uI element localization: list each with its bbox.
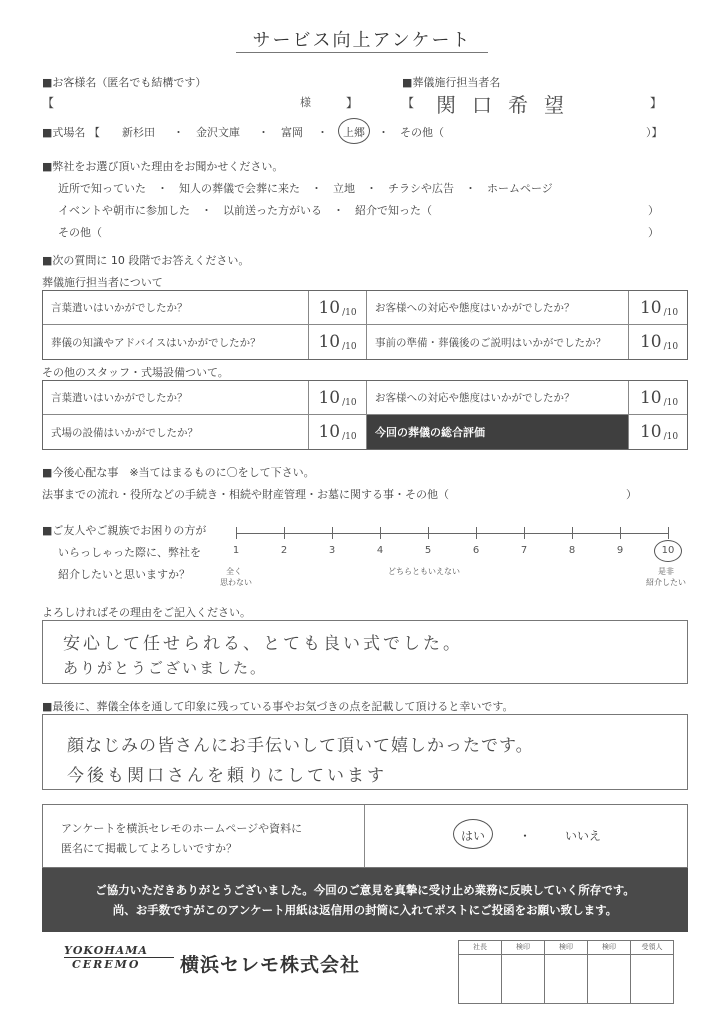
customer-name-value: 様 [300, 96, 311, 109]
impression-line1: 顔なじみの皆さんにお手伝いして頂いて嬉しかったです。 [67, 736, 534, 756]
impression-label: ■最後に、葬儀全体を通して印象に残っている事やお気づきの点を記載して頂けると幸いです。 [42, 700, 514, 713]
question-cell: 事前の準備・葬儀後のご説明はいかがでしたか？ [367, 325, 629, 359]
staff-bracket-open: 【 [402, 96, 415, 110]
rating-intro: ■次の質問に 10 段階でお答えください。 [42, 254, 250, 267]
thanks-banner [42, 868, 688, 932]
scale-option-7[interactable]: 7 [520, 545, 528, 556]
table-row [43, 325, 687, 359]
publish-yes-option[interactable]: はい [461, 829, 486, 843]
thanks-line1: ご協力いただきありがとうございました。今回のご意見を真摯に受け止め業務に反映していく所存です。 [95, 883, 635, 897]
impression-line2: 今後も関口さんを頼りにしています [67, 766, 387, 786]
venue-option: 金沢文庫 [196, 126, 240, 139]
customer-bracket-open: 【 [42, 96, 55, 110]
question-cell: お客様への対応や態度はいかがでしたか？ [367, 381, 629, 414]
company-logo: YOKOHAMA CEREMO [64, 944, 174, 984]
score-cell: 10 /10 [309, 325, 367, 359]
scale-high-label: 是非 紹介したい [646, 567, 686, 587]
venue-option-other: その他（ [400, 126, 444, 139]
reason-label: ■弊社をお選び頂いた理由をお聞かせください。 [42, 160, 284, 173]
thanks-line2: 尚、お手数ですがこのアンケート用紙は返信用の封筒に入れてポストにご投函をお願い致します。 [112, 903, 618, 917]
section-staff-heading: 葬儀施行担当者について [42, 276, 163, 289]
scale-tick [380, 527, 381, 539]
scale-option-8[interactable]: 8 [568, 545, 576, 556]
staff-label: ■葬儀施行担当者名 [402, 76, 501, 89]
scale-tick [572, 527, 573, 539]
score-cell: 10 /10 [309, 415, 367, 449]
scale-mid-label: どちらともいえない [388, 567, 460, 576]
staff-rating-table [42, 290, 688, 360]
venue-close: ）】 [646, 126, 663, 139]
selection-circle [453, 819, 493, 849]
selection-circle [338, 118, 370, 144]
question-cell: 式場の設備はいかがでしたか？ [43, 415, 309, 449]
company-name: 横浜セレモ株式会社 [180, 954, 361, 976]
reason-other: その他（ [58, 226, 102, 239]
scale-tick [524, 527, 525, 539]
reason-free-line1: 安心して任せられる、とても良い式でした。 [63, 634, 463, 654]
score-cell: 10 /10 [309, 291, 367, 324]
table-row [43, 381, 687, 415]
score-cell: 10 /10 [639, 332, 679, 352]
stamp-column: 受領人 [631, 941, 673, 1003]
score-cell: 10 /10 [309, 381, 367, 414]
customer-bracket-close: 】 [346, 96, 359, 110]
publish-consent-box: アンケートを横浜セレモのホームページや資料に 匿名にて掲載してよろしいですか？ はい ・ いいえ [42, 804, 688, 868]
venue-option: 新杉田 [122, 126, 155, 139]
referral-question-line1: ■ご友人やご親族でお困りの方が [42, 524, 207, 537]
concerns-label: ■今後心配な事 ※当てはまるものに〇をして下さい。 [42, 466, 315, 479]
table-row [43, 415, 687, 449]
stamp-column: 社長 [459, 941, 502, 1003]
approval-stamp-table [458, 940, 674, 1004]
venue-option: 富岡 [281, 126, 303, 139]
publish-question-line1: アンケートを横浜セレモのホームページや資料に [61, 822, 303, 835]
scale-line [236, 533, 668, 534]
concerns-options: 法事までの流れ・役所などの手続き・相続や財産管理・お墓に関する事・その他（ [42, 488, 449, 501]
question-cell: 葬儀の知識やアドバイスはいかがでしたか？ [43, 325, 309, 359]
scale-option-5[interactable]: 5 [424, 545, 432, 556]
title-underline [236, 52, 488, 53]
reason-options-line2: イベントや朝市に参加した ・ 以前送った方がいる ・ 紹介で知った（ [58, 204, 432, 217]
scale-option-1[interactable]: 1 [232, 545, 240, 556]
table-row [43, 291, 687, 325]
scale-tick [428, 527, 429, 539]
scale-option-2[interactable]: 2 [280, 545, 288, 556]
scale-tick [620, 527, 621, 539]
customer-label: ■お客様名（匿名でも結構です） [42, 76, 207, 89]
scale-tick [668, 527, 669, 539]
overall-rating-label: 今回の葬儀の総合評価 [367, 415, 629, 449]
venue-option-selected: 上郷 [343, 126, 365, 139]
question-cell: お客様への対応や態度はいかがでしたか？ [367, 291, 629, 324]
publish-question-line2: 匿名にて掲載してよろしいですか？ [61, 842, 237, 855]
reason-options-line1: 近所で知っていた ・ 知人の葬儀で会葬に来た ・ 立地 ・ チラシや広告 ・ ホームページ [58, 182, 553, 195]
staff-bracket-close: 】 [650, 96, 663, 110]
score-cell: 10 /10 [639, 387, 679, 408]
stamp-column: 検印 [588, 941, 631, 1003]
scale-tick [236, 527, 237, 539]
scale-option-9[interactable]: 9 [616, 545, 624, 556]
stamp-column: 検印 [502, 941, 545, 1003]
section-other-heading: その他のスタッフ・式場設備ついて。 [42, 366, 229, 379]
scale-option-4[interactable]: 4 [376, 545, 384, 556]
scale-option-6[interactable]: 6 [472, 545, 480, 556]
staff-name-value: 関口希望 [436, 93, 580, 117]
question-cell: 言葉遣いはいかがでしたか？ [43, 381, 309, 414]
scale-tick [476, 527, 477, 539]
reason-free-box [42, 620, 688, 684]
question-cell: 言葉遣いはいかがでしたか？ [43, 291, 309, 324]
reason-free-line2: ありがとうございました。 [63, 659, 268, 677]
venue-label: ■式場名 【 [42, 126, 100, 139]
scale-option-10[interactable]: 10 [661, 545, 675, 556]
stamp-column: 検印 [545, 941, 588, 1003]
other-rating-table [42, 380, 688, 450]
scale-low-label: 全く 思わない [220, 567, 252, 587]
page-title: サービス向上アンケート [252, 30, 472, 51]
scale-tick [284, 527, 285, 539]
scale-tick [332, 527, 333, 539]
score-cell: 10 /10 [639, 422, 679, 442]
publish-no-option[interactable]: いいえ [565, 829, 602, 843]
scale-option-3[interactable]: 3 [328, 545, 336, 556]
referral-question-line2: いらっしゃった際に、弊社を [58, 546, 201, 559]
selection-circle [654, 540, 682, 562]
reason-free-label: よろしければその理由をご記入ください。 [42, 606, 251, 619]
impression-box [42, 714, 688, 790]
referral-question-line3: 紹介したいと思いますか？ [58, 568, 190, 581]
score-cell: 10 /10 [639, 297, 679, 318]
